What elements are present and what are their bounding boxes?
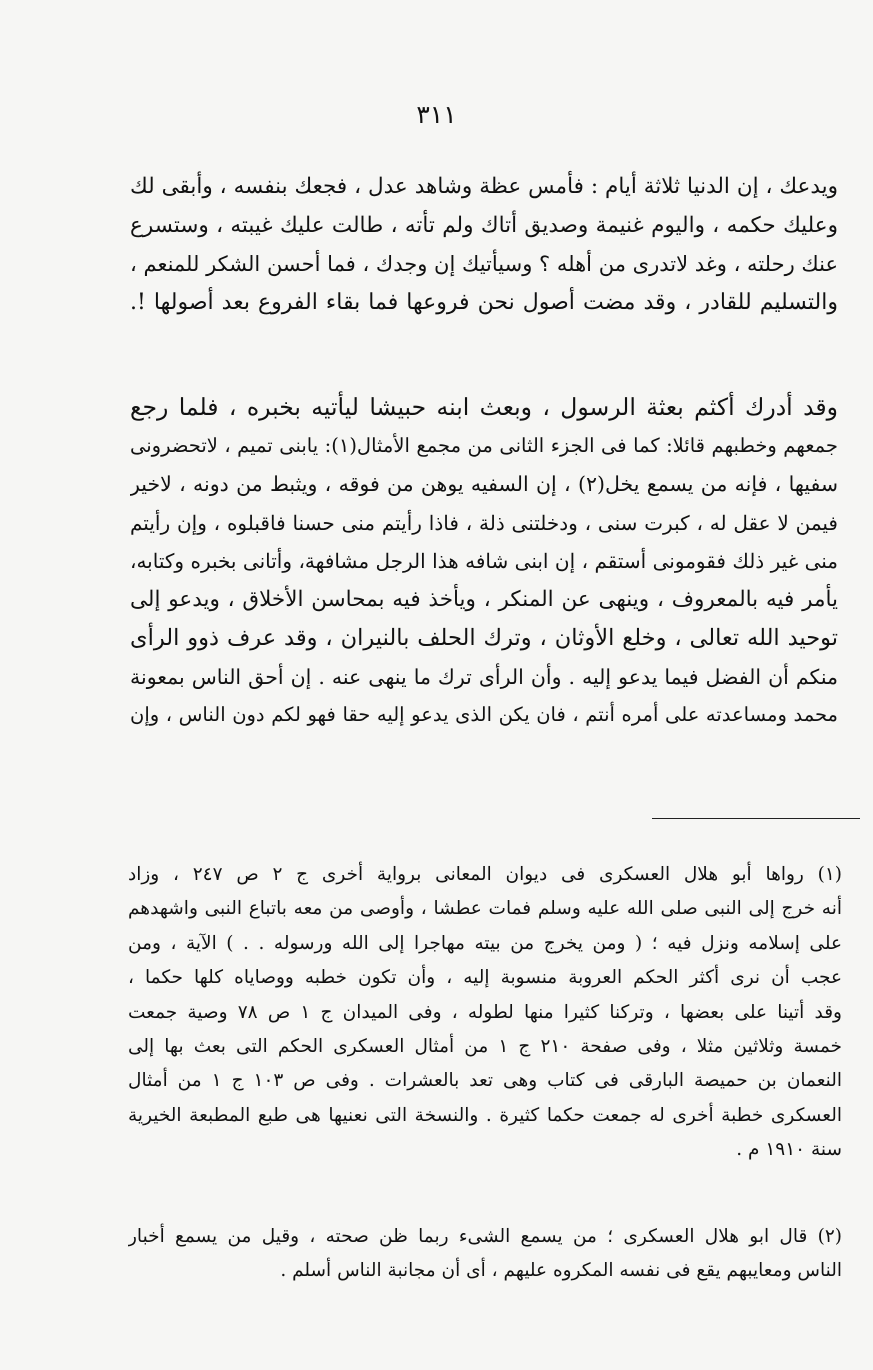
text-line: فيمن لا عقل له ، كبرت سنى ، ودخلتنى ذلة ، فاذا رأيتم منى حسنا فاقبلوه ، وإن رأيتم xyxy=(130,510,838,535)
text-line: منى غير ذلك فقومونى أستقم ، إن ابنى شافه هذا الرجل مشافهة، وأتانى بخبره وكتابه، xyxy=(130,549,838,573)
text-line: عنك رحلته ، وغد لاتدرى من أهله ؟ وسيأتيك إن وجدك ، فما أحسن الشكر للمنعم ، xyxy=(130,252,838,276)
footnote-line: سنة ١٩١٠ م . xyxy=(736,1139,842,1161)
footnote-separator xyxy=(652,818,860,819)
text-line: يأمر فيه بالمعروف ، وينهى عن المنكر ، ويأخذ فيه بمحاسن الأخلاق ، ويدعو إلى xyxy=(130,586,838,612)
footnote-line: وقد أتينا على بعضها ، وتركنا كثيرا منها لطوله ، وفى الميدان ج ١ ص ٧٨ وصية جمعت xyxy=(128,1001,842,1023)
footnote-line: أنه خرج إلى النبى صلى الله عليه وسلم فمات عطشا ، وأوصى من معه باتباع النبى واشهدهم xyxy=(128,898,842,920)
footnote-line: عجب أن نرى أكثر الحكم العروبة منسوبة إليه ، وأن تكون خطبه ووصاياه كلها حكما ، xyxy=(128,967,842,989)
footnote-line: خمسة وثلاثين مثلا ، وفى صفحة ٢١٠ ج ١ من أمثال العسكرى الحكم التى بعث بها إلى xyxy=(128,1036,842,1058)
footnote-line: (٢) قال ابو هلال العسكرى ؛ من يسمع الشىء ربما ظن صحته ، وقيل من يسمع أخبار xyxy=(128,1226,842,1247)
text-line: منكم أن الفضل فيما يدعو إليه . وأن الرأى ترك ما ينهى عنه . إن أحق الناس بمعونة xyxy=(130,664,838,689)
footnote-line: النعمان بن حميصة البارقى فى كتاب وهى تعد بالعشرات . وفى ص ١٠٣ ج ١ من أمثال xyxy=(128,1070,842,1092)
paragraph-2 xyxy=(130,388,838,735)
text-line: ويدعك ، إن الدنيا ثلاثة أيام : فأمس عظة وشاهد عدل ، فجعك بنفسه ، وأبقى لك xyxy=(130,174,838,199)
page-number: ٣١١ xyxy=(416,100,457,129)
paragraph-1 xyxy=(130,168,838,322)
text-line: وعليك حكمه ، واليوم غنيمة وصديق أتاك ولم تأته ، طالت عليك غيبته ، وستسرع xyxy=(130,212,838,238)
footnote-1 xyxy=(128,858,842,1168)
footnote-line: (١) رواها أبو هلال العسكرى فى ديوان المعانى برواية أخرى ج ٢ ص ٢٤٧ ، وزاد xyxy=(128,864,842,885)
text-line: جمعهم وخطبهم قائلا: كما فى الجزء الثانى من مجمع الأمثال(١): يابنى تميم ، لاتحضرونى xyxy=(130,433,838,457)
footnote-2 xyxy=(128,1220,842,1289)
footnote-line: على إسلامه ونزل فيه ؛ ( ومن يخرج من بيته مهاجرا إلى الله ورسوله . . ) الآية ، ومن xyxy=(128,932,842,954)
text-line: وقد أدرك أكثم بعثة الرسول ، وبعث ابنه حبيشا ليأتيه بخبره ، فلما رجع xyxy=(130,393,838,421)
footnote-line: الناس ومعايبهم يقع فى نفسه المكروه عليهم ، أى أن مجانبة الناس أسلم . xyxy=(280,1260,842,1282)
text-line: محمد ومساعدته على أمره أنتم ، فان يكن الذى يدعو إليه حقا فهو لكم دون الناس ، وإن xyxy=(130,703,838,726)
text-line: والتسليم للقادر ، وقد مضت أصول نحن فروعها فما بقاء الفروع بعد أصولها !. xyxy=(130,289,838,315)
text-line: سفيها ، فإنه من يسمع يخل(٢) ، إن السفيه يوهن من فوقه ، ويثبط من دونه ، لاخير xyxy=(130,472,838,496)
text-line: توحيد الله تعالى ، وخلع الأوثان ، وترك الحلف بالنيران ، وقد عرف ذوو الرأى xyxy=(130,625,838,651)
footnote-line: العسكرى خطبة أخرى له جمعت حكما كثيرة . والنسخة التى نعنيها هى طبع المطبعة الخيرية xyxy=(128,1104,842,1126)
